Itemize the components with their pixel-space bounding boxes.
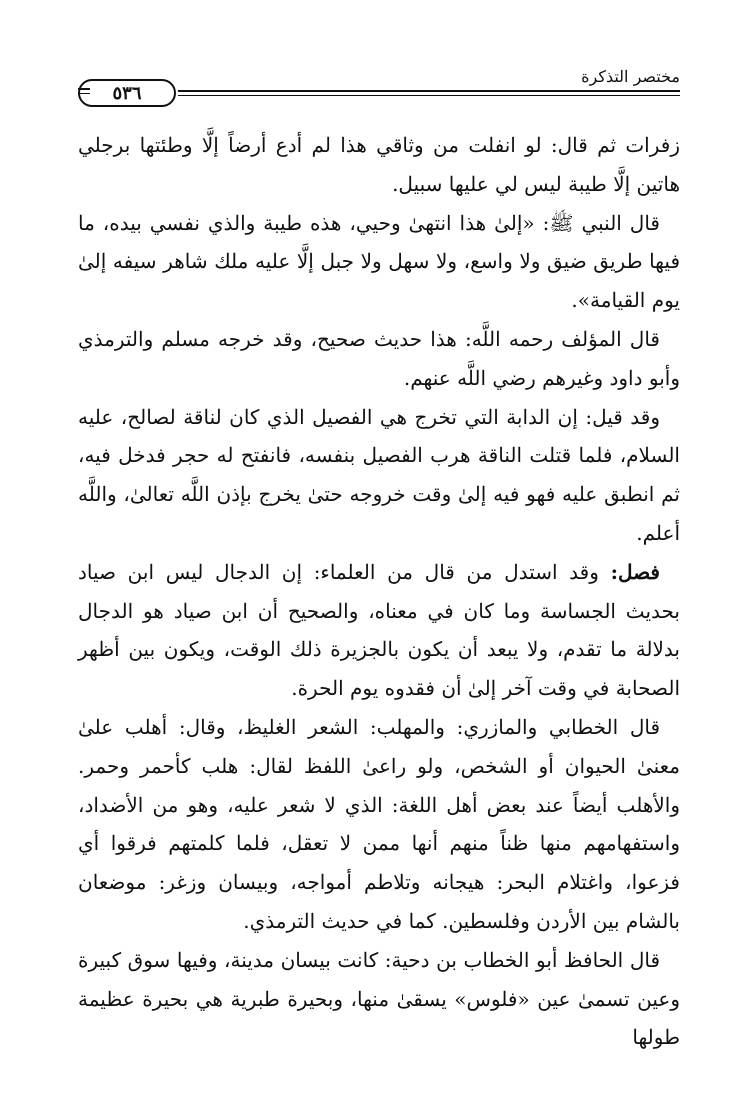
- paragraph: [78, 320, 680, 398]
- paragraph-text: زفرات ثم قال: لو انفلت من وثاقي هذا لم أدع أرضاً إلَّا وطئتها برجلي هاتين إلَّا طيبة ليس لي عليها سبيل.: [78, 133, 680, 196]
- header-rule: [178, 90, 680, 96]
- paragraph-text: قال الخطابي والمازري: والمهلب: الشعر الغليظ، وقال: أهلب علىٰ معنىٰ الحيوان أو الشخص، ولو راعىٰ اللفظ لقال: هلب كأحمر وحمر. والأهلب أيضاً عند بعض أهل اللغة: الذي لا شعر عليه، وهو من الأضداد، واستفهامهم منها ظناً منهم أنها ممن لا تعقل، فلما كلمتهم فرقوا أي فزعوا، واغتلام البحر: هيجانه وتلاطم أمواجه، وبيسان وزغر: موضعان بالشام بين الأردن وفلسطين. كما في حديث الترمذي.: [78, 714, 680, 933]
- header-rule-end: [78, 88, 90, 94]
- paragraph-text: قال المؤلف رحمه اللَّه: هذا حديث صحيح، وقد خرجه مسلم والترمذي وأبو داود وغيرهم رضي اللَّه عنهم.: [78, 326, 680, 390]
- book-title: مختصر التذكرة: [581, 67, 680, 86]
- paragraph-text: قال النبي ﷺ: «إلىٰ هذا انتهىٰ وحيي، هذه طيبة والذي نفسي بيده، ما فيها طريق ضيق ولا واسع، ولا سهل ولا جبل إلَّا عليه ملك شاهر سيفه إلىٰ يوم القيامة».: [78, 210, 680, 313]
- paragraph: [78, 941, 680, 1057]
- paragraph: [78, 553, 680, 708]
- paragraph-text: وقد استدل من قال من العلماء: إن الدجال ليس ابن صياد بحديث الجساسة وما كان في معناه، والصحيح أن ابن صياد هو الدجال بدلالة ما تقدم، ولا يبعد أن يكون بالجزيرة ذلك الوقت، ويكون بين أظهر الصحابة في وقت آخر إلىٰ أن فقدوه يوم الحرة.: [78, 559, 680, 701]
- paragraph: [78, 204, 680, 320]
- page-number: ٥٣٦: [78, 79, 176, 107]
- page-body: [78, 126, 680, 1057]
- paragraph: [78, 398, 680, 553]
- paragraph: [78, 126, 680, 204]
- section-lead: فصل:: [610, 559, 660, 584]
- running-header: [78, 66, 680, 116]
- paragraph-text: قال الحافظ أبو الخطاب بن دحية: كانت بيسان مدينة، وفيها سوق كبيرة وعين تسمىٰ عين «فلوس» يسقىٰ منها، وبحيرة طبرية هي بحيرة عظيمة طولها: [78, 947, 681, 1050]
- paragraph-text: وقد قيل: إن الدابة التي تخرج هي الفصيل الذي كان لناقة لصالح، عليه السلام، فلما قتلت الناقة هرب الفصيل بنفسه، فانفتح له حجر فدخل فيه، ثم انطبق عليه فهو فيه إلىٰ وقت خروجه حتىٰ يخرج بإذن اللَّه تعالىٰ، واللَّه أعلم.: [78, 404, 680, 545]
- paragraph: [78, 708, 680, 941]
